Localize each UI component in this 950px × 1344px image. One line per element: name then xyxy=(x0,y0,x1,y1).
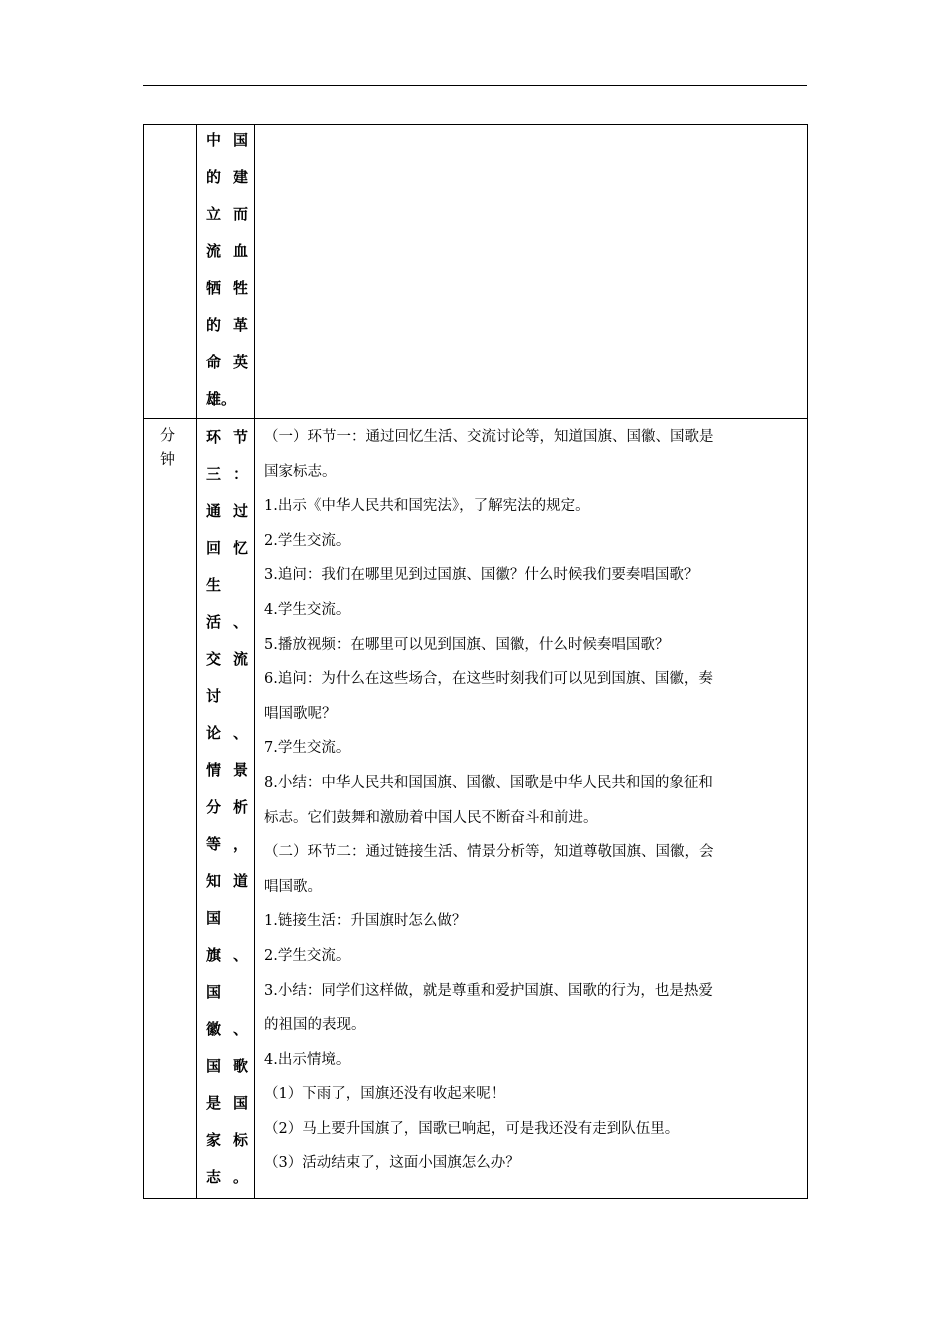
process-text-line: 标志。它们鼓舞和激励着中国人民不断奋斗和前进。 xyxy=(264,809,598,826)
page-header-rule xyxy=(143,85,807,86)
link-text-line xyxy=(206,752,248,789)
link-char: 歌 xyxy=(232,1057,248,1075)
link-char: 回 xyxy=(206,539,222,557)
process-text-line: （1）下雨了，国旗还没有收起来呢！ xyxy=(264,1086,506,1103)
link-text-line xyxy=(206,381,248,418)
link-char: ： xyxy=(232,465,248,483)
process-text-line: 1.链接生活：升国旗时怎么做？ xyxy=(264,913,467,930)
link-char: 道 xyxy=(232,872,248,890)
lesson-plan-table xyxy=(143,124,808,1199)
link-text-line xyxy=(206,196,248,233)
link-text-line xyxy=(206,1122,248,1159)
link-text-line xyxy=(206,344,248,381)
link-char: 知 xyxy=(206,872,222,890)
link-text-line xyxy=(206,604,248,641)
link-char: 国 xyxy=(232,1094,248,1112)
time-cell xyxy=(144,419,197,1199)
link-char: 而 xyxy=(232,205,248,223)
link-char: 析 xyxy=(232,798,248,816)
process-text-line: （二）环节二：通过链接生活、情景分析等，知道尊敬国旗、国徽，会 xyxy=(264,844,714,861)
table-row xyxy=(144,419,808,1199)
link-char: 的 xyxy=(206,316,222,334)
link-char: 活 xyxy=(206,613,222,631)
link-char: 血 xyxy=(232,242,248,260)
link-char: 旗 xyxy=(206,946,222,964)
link-text-line xyxy=(206,456,248,493)
link-char: 过 xyxy=(232,502,248,520)
link-char: 中 xyxy=(206,131,222,149)
link-char: 国 xyxy=(206,909,222,927)
link-char: 是 xyxy=(206,1094,222,1112)
link-char: 国 xyxy=(206,1057,222,1075)
link-char: 、 xyxy=(232,946,248,964)
link-char: 国 xyxy=(206,983,222,1001)
process-text-line: 7.学生交流。 xyxy=(264,740,351,757)
link-text-line xyxy=(206,159,248,196)
time-text: 分钟 xyxy=(160,426,176,468)
link-char: 、 xyxy=(232,1020,248,1038)
process-text-line: 2.学生交流。 xyxy=(264,947,351,964)
link-text-line xyxy=(206,900,248,937)
link-char: 志 xyxy=(206,1168,222,1186)
link-text-line xyxy=(206,1159,248,1196)
link-text-line xyxy=(206,1011,248,1048)
link-char: 。 xyxy=(232,1168,248,1186)
link-text-line xyxy=(206,678,248,715)
link-char: 英 xyxy=(232,353,248,371)
link-text-line xyxy=(206,1085,248,1122)
link-char: 讨 xyxy=(206,687,222,705)
link-text-line xyxy=(206,937,248,974)
link-char: 的 xyxy=(206,168,222,186)
link-text-line xyxy=(206,567,248,604)
teaching-process-cell xyxy=(255,125,808,419)
link-text-line xyxy=(206,307,248,344)
process-text-line: （3）活动结束了，这面小国旗怎么办？ xyxy=(264,1155,520,1172)
link-char: 景 xyxy=(232,761,248,779)
link-text-line xyxy=(206,863,248,900)
link-char: 等 xyxy=(206,835,222,853)
link-char: 交 xyxy=(206,650,222,668)
process-text-line: 的祖国的表现。 xyxy=(264,1017,366,1034)
link-char: 牲 xyxy=(232,279,248,297)
link-char: 、 xyxy=(232,613,248,631)
process-text-line: 4.学生交流。 xyxy=(264,601,351,618)
link-text-line xyxy=(206,419,248,456)
link-char: 雄。 xyxy=(206,390,237,408)
link-text-line xyxy=(206,715,248,752)
link-text-line xyxy=(206,641,248,678)
process-text-line: 唱国歌。 xyxy=(264,878,322,895)
link-char: 牺 xyxy=(206,279,222,297)
link-char: 情 xyxy=(206,761,222,779)
process-text-line: （2）马上要升国旗了，国歌已响起，可是我还没有走到队伍里。 xyxy=(264,1120,680,1137)
link-char: 三 xyxy=(206,465,222,483)
link-char: 家 xyxy=(206,1131,222,1149)
link-char: 论 xyxy=(206,724,222,742)
link-char: 环 xyxy=(206,428,222,446)
process-text-line: 3.追问：我们在哪里见到过国旗、国徽？什么时候我们要奏唱国歌？ xyxy=(264,567,699,584)
teaching-link-cell xyxy=(197,125,255,419)
link-text-line xyxy=(206,974,248,1011)
process-text-line: 6.追问：为什么在这些场合，在这些时刻我们可以见到国旗、国徽，奏 xyxy=(264,671,713,688)
link-char: 革 xyxy=(232,316,248,334)
link-char: 国 xyxy=(232,131,248,149)
process-text-line: 5.播放视频：在哪里可以见到国旗、国徽，什么时候奏唱国歌？ xyxy=(264,636,670,653)
process-text-line: （一）环节一：通过回忆生活、交流讨论等，知道国旗、国徽、国歌是 xyxy=(264,429,714,445)
link-text-line xyxy=(206,270,248,307)
link-char: 忆 xyxy=(232,539,248,557)
link-char: ， xyxy=(232,835,248,853)
link-text-line xyxy=(206,789,248,826)
link-char: 分 xyxy=(206,798,222,816)
teaching-process-cell xyxy=(255,419,808,1199)
link-char: 通 xyxy=(206,502,222,520)
process-text-line: 1.出示《中华人民共和国宪法》，了解宪法的规定。 xyxy=(264,498,590,515)
process-text-line: 4.出示情境。 xyxy=(264,1051,351,1068)
link-char: 节 xyxy=(232,428,248,446)
link-char: 、 xyxy=(232,724,248,742)
link-char: 徽 xyxy=(206,1020,222,1038)
link-char: 生 xyxy=(206,576,222,594)
link-text-line xyxy=(206,493,248,530)
link-char: 标 xyxy=(232,1131,248,1149)
link-char: 建 xyxy=(232,168,248,186)
process-text-line: 唱国歌呢？ xyxy=(264,705,337,722)
process-text-line: 2.学生交流。 xyxy=(264,532,351,549)
table-row xyxy=(144,125,808,419)
link-char: 流 xyxy=(206,242,222,260)
process-text-line: 8.小结：中华人民共和国国旗、国徽、国歌是中华人民共和国的象征和 xyxy=(264,774,713,791)
teaching-link-cell xyxy=(197,419,255,1199)
link-char: 命 xyxy=(206,353,222,371)
link-text-line xyxy=(206,1048,248,1085)
link-text-line xyxy=(206,233,248,270)
link-text-line xyxy=(206,530,248,567)
link-char: 流 xyxy=(232,650,248,668)
link-text-line xyxy=(206,122,248,159)
link-text-line xyxy=(206,826,248,863)
process-text-line: 3.小结：同学们这样做，就是尊重和爱护国旗、国歌的行为，也是热爱 xyxy=(264,982,713,999)
link-char: 立 xyxy=(206,205,222,223)
time-cell xyxy=(144,125,197,419)
process-text-line: 国家标志。 xyxy=(264,463,337,480)
